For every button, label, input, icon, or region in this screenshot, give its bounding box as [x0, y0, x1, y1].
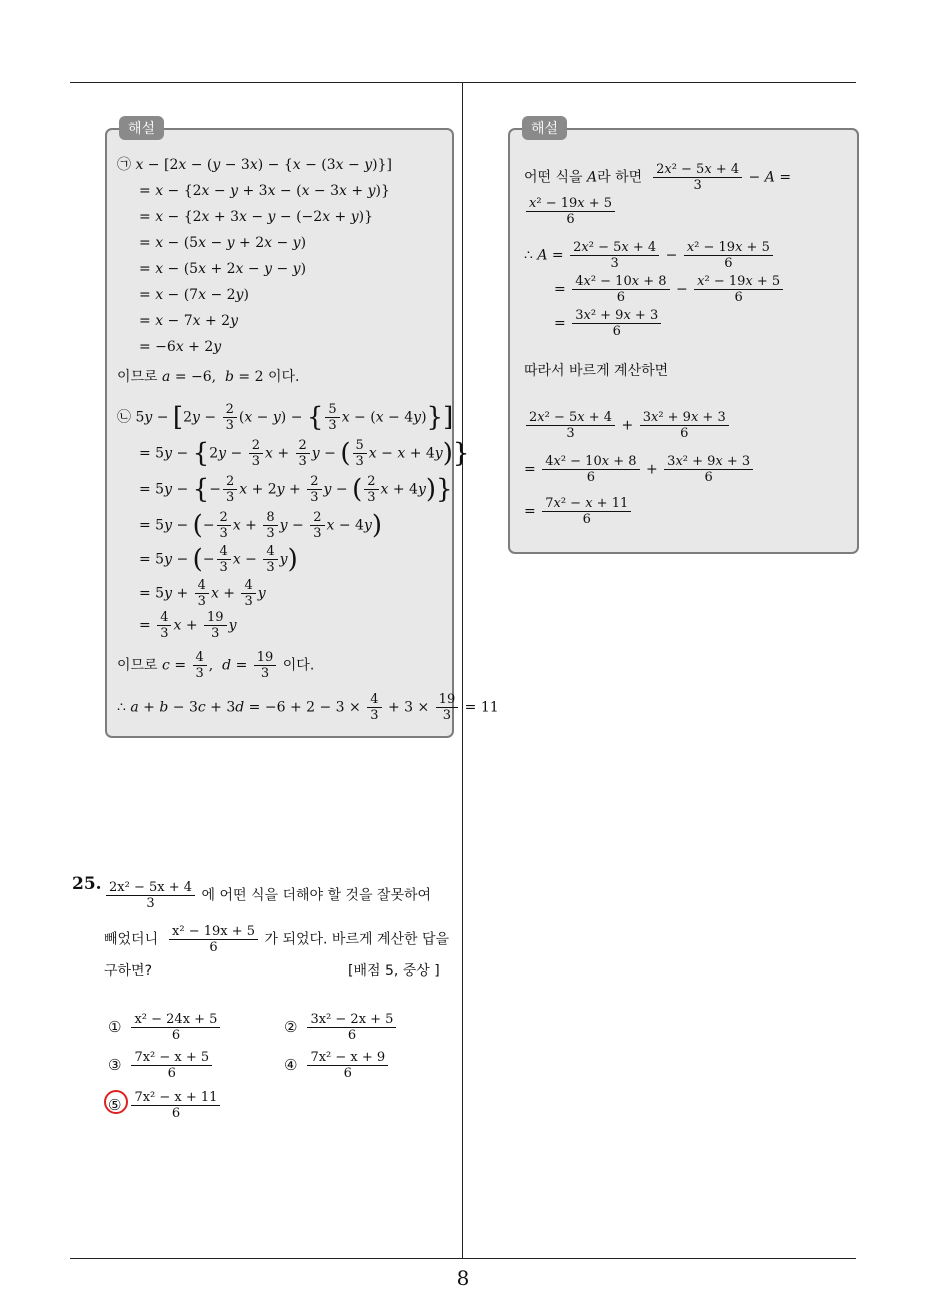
question-line-1: $\frac{\text{2x² − 5x + 4}}{3}$ 에 어떤 식을 더해야 할 것을 잘못하여	[104, 880, 431, 911]
intro-line: 어떤 식을 A라 하면 $\frac{\text{2x² − 5x + 4}}{3}$ − A =	[524, 162, 792, 193]
part1-line: = x − (7x − 2y)	[139, 287, 249, 303]
part2-line: = 5y − {− $\frac{2}{3}$ x + 2y + $\frac{2}{3}$ y − ( $\frac{2}{3}$ x + 4y)}	[139, 474, 453, 505]
page-number: 8	[456, 1266, 470, 1290]
part1-line: ㉠ x − [2x − (y − 3x) − {x − (3x − y)}]	[117, 157, 392, 173]
solution-tag: 해설	[522, 116, 567, 140]
choice-2[interactable]: ② $\frac{\text{3x² − 2x + 5}}{6}$	[284, 1012, 398, 1043]
part1-line: = x − {2x + 3x − y − (−2x + y)}	[139, 209, 374, 225]
top-rule	[70, 82, 856, 83]
part1-line: = −6x + 2y	[139, 339, 222, 355]
part1-line: = x − {2x − y + 3x − (x − 3x + y)}	[139, 183, 390, 199]
choice-1[interactable]: ① $\frac{\text{x² − 24x + 5}}{6}$	[108, 1012, 222, 1043]
result2: 이므로 c = $\frac{4}{3}$ , d = $\frac{19}{3}$ 이다.	[117, 650, 315, 681]
question-meta: [배점 5, 중상 ]	[348, 963, 440, 979]
conclusion: 따라서 바르게 계산하면	[524, 363, 669, 379]
calc-line: $\frac{\text{2x² − 5x + 4}}{3}$ + $\frac{\text{3x² + 9x + 3}}{6}$	[524, 410, 731, 441]
choice-5[interactable]: ⑤ $\frac{\text{7x² − x + 11}}{6}$	[108, 1090, 222, 1121]
choice-3[interactable]: ③ $\frac{\text{7x² − x + 5}}{6}$	[108, 1050, 214, 1081]
final-answer: ∴ a + b − 3c + 3d = −6 + 2 − 3 × $\frac{4}{3}$ + 3 × $\frac{19}{3}$ = 11	[117, 692, 499, 723]
part2-line: ㉡ 5y − [2y − $\frac{2}{3}$ (x − y) − { $\frac{5}{3}$ x − (x − 4y)}]	[117, 402, 454, 433]
bottom-rule	[70, 1258, 856, 1259]
question-line-2: 빼었더니 $\frac{\text{x² − 19x + 5}}{6}$ 가 되었다. 바르게 계산한 답을	[104, 924, 450, 955]
question-number: 25.	[72, 874, 102, 894]
intro-rhs: $\frac{\text{x² − 19x + 5}}{6}$	[524, 196, 617, 227]
answer-circle-mark	[104, 1090, 128, 1114]
column-divider	[462, 82, 463, 1259]
step-line: = $\frac{\text{4x² − 10x + 8}}{6}$ − $\frac{\text{x² − 19x + 5}}{6}$	[554, 274, 785, 305]
step-line: = $\frac{\text{3x² + 9x + 3}}{6}$	[554, 308, 663, 339]
step-line: ∴ A = $\frac{\text{2x² − 5x + 4}}{3}$ − $\frac{\text{x² − 19x + 5}}{6}$	[524, 240, 775, 271]
question-line-3: 구하면?	[104, 963, 153, 979]
choice-4[interactable]: ④ $\frac{\text{7x² − x + 9}}{6}$	[284, 1050, 390, 1081]
part1-line: = x − (5x − y + 2x − y)	[139, 235, 307, 251]
part2-line: = 5y + $\frac{4}{3}$ x + $\frac{4}{3}$ y	[139, 578, 266, 609]
solution-tag: 해설	[119, 116, 164, 140]
part2-line: = 5y − (− $\frac{2}{3}$ x + $\frac{8}{3}$ y − $\frac{2}{3}$ x − 4y)	[139, 510, 383, 541]
part2-line: = 5y − (− $\frac{4}{3}$ x − $\frac{4}{3}$ y)	[139, 544, 298, 575]
calc-line: = $\frac{\text{7x² − x + 11}}{6}$	[524, 496, 633, 527]
part1-line: = x − 7x + 2y	[139, 313, 239, 329]
result1: 이므로 a = −6, b = 2 이다.	[117, 369, 300, 385]
part2-line: = 5y − {2y − $\frac{2}{3}$ x + $\frac{2}{3}$ y − ( $\frac{5}{3}$ x − x + 4y)}	[139, 438, 470, 469]
part1-line: = x − (5x + 2x − y − y)	[139, 261, 307, 277]
calc-line: = $\frac{\text{4x² − 10x + 8}}{6}$ + $\frac{\text{3x² + 9x + 3}}{6}$	[524, 454, 755, 485]
left-solution-box	[105, 121, 499, 738]
part2-line: = $\frac{4}{3}$ x + $\frac{19}{3}$ y	[139, 610, 237, 641]
right-solution-box	[508, 121, 859, 554]
